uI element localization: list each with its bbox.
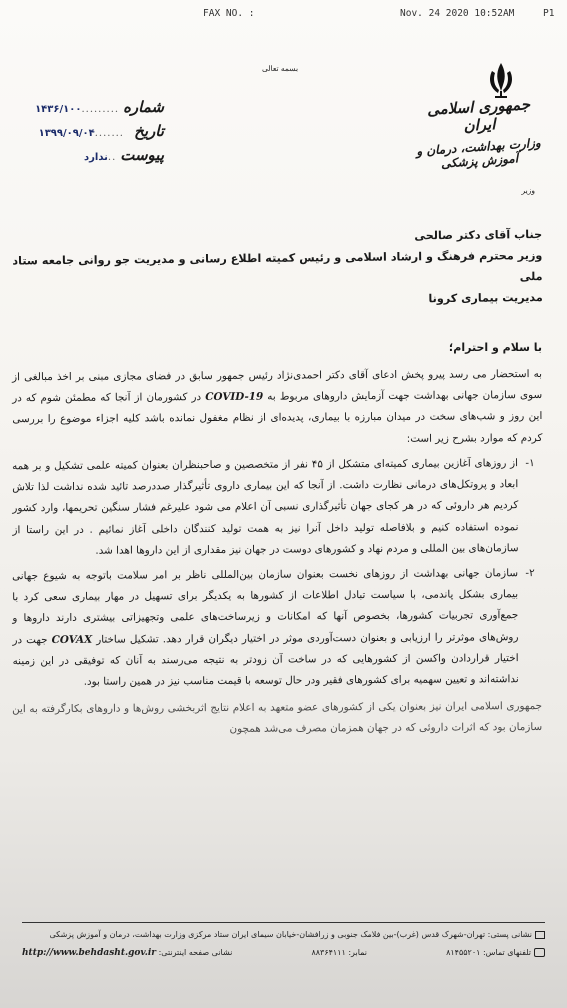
fax-page-number: P1 <box>543 8 555 19</box>
footer-address <box>22 928 545 942</box>
fax-number-label: FAX NO. : <box>203 8 255 19</box>
website-label: نشانی صفحه اینترنتی: <box>158 948 233 957</box>
attachment-row <box>14 146 164 170</box>
letter-meta <box>14 98 164 170</box>
recipient-block <box>12 224 543 314</box>
phone-icon <box>534 948 545 957</box>
list-item <box>12 453 543 562</box>
footer <box>22 928 545 960</box>
item-text: از روزهای آغازین بیماری کمیته‌ای متشکل از ۴۵ نفر از متخصصین و صاحبنظران بعنوان کمیته علمی تشکیل و بر همه ابعاد و پروتکل‌های درمانی نظارت داشت. از آنجا که این بیماری داروی تأثیرگذار صددرصد تائید شده نداشت لذا تلاش کردیم هر داروئی که در هر کجای جهان تأثیرگذاری نسبی آن اعلام می شود علیرغم فشار سنگین تحریمها، وارد کشور نموده استفاده کنیم و بلافاصله تولید داخل آنرا نیز به همت تولید کنندگان داخلی آغاز نمائیم . در این راستا از سازمان‌های بین المللی و مردم نهاد و کشورهای دوست در جهان نیز مقداری از این داروها اهدا شد. <box>12 456 519 557</box>
invocation-text: بسمه تعالی <box>262 64 299 73</box>
item-number: ۲- <box>525 566 535 579</box>
number-row <box>14 98 164 122</box>
dots-separator: ....... <box>94 128 124 139</box>
fax-header <box>0 8 567 24</box>
dots-separator: .. <box>107 152 117 163</box>
recipient-title-cont: مدیریت بیماری کرونا <box>428 290 543 306</box>
salutation: با سلام و احترام؛ <box>448 341 542 354</box>
closing-paragraph: جمهوری اسلامی ایران نیز بعنوان یکی از کشورهای عضو متعهد به اعلام نتایج اثربخشی روش‌ها و داروهای بکارگرفته به این سازمان بود که اثرات داروئی که در جهان همزمان مصرف می‌شد همچون <box>12 700 543 736</box>
list-item <box>12 563 543 693</box>
country-name: جمهوری اسلامی ایران <box>426 95 531 135</box>
date-label: تاریخ <box>134 122 164 140</box>
item2-text-2: جهت در اختیار قراردادن واکسن از کشورهایی که در ساخت آن زودتر به نتیجه می‌رسند به آنان که توفیقی در این زمینه نداشته‌اند و تعیین سهمیه برای کشورهای فقیر ودر حال توسعه با قیمت مناسب نیز در همین راستا بود. <box>12 633 519 688</box>
fax-datetime: Nov. 24 2020 10:52AM <box>400 8 515 19</box>
phone-numbers: تلفنهای تماس: ۸۱۴۵۵۲۰۱ <box>446 948 531 957</box>
letter-date: ۱۳۹۹/۰۹/۰۴ <box>38 128 95 139</box>
recipient-name: جناب آقای دکتر صالحی <box>414 227 543 243</box>
intro-paragraph <box>12 364 543 452</box>
footer-divider <box>22 922 545 923</box>
intro-text-2: در کشورمان از آنجا که مطمئن شوم که در این روز و شب‌های سخت در میدان مبارزه با بیماری، پدیده‌ای از نظام مغفول نمانده باشد کلیه اجزاء موضوع را بررسی کردم که موارد بشرح زیر است: <box>12 391 543 445</box>
postal-address: نشانی پستی: تهران-شهرک قدس (غرب)-بین فلامک جنوبی و زرافشان-خیابان سیمای ایران ستاد مرکزی وزارت بهداشت، درمان و آموزش پزشکی <box>49 930 532 939</box>
website-link[interactable]: http://www.behdasht.gov.ir <box>22 948 157 958</box>
fax-number: نمابر: ۸۸۳۶۴۱۱۱ <box>311 948 367 957</box>
dots-separator: ......... <box>81 104 120 115</box>
letter-body <box>12 224 542 738</box>
item-text <box>12 563 519 693</box>
footer-contacts <box>22 946 545 960</box>
ministry-letterhead <box>409 95 549 195</box>
number-label: شماره <box>123 98 164 116</box>
item2-text-1: سازمان جهانی بهداشت از روزهای نخست بعنوان سازمان بین‌المللی ناظر بر امر سلامت باتوجه به شیوع جهانی بیماری بشکل پاندمی، با سیاست تبادل اطلاعات از کشورها به یکدیگر برای تسهیل در مهار بیماری سعی کرد با جمع‌آوری تجربیات کشورها، بخصوص آنها که امکانات و زیرساخت‌های علمی وتجهیزاتی بیشتری دارند داروها و روش‌های موثرتر را ارزیابی و بعنوان دست‌آوردی موثر در اختیار دیگران قرار دهد. تشکیل ساختار <box>12 566 519 646</box>
website-block <box>22 946 232 960</box>
covax-term: COVAX <box>51 633 93 646</box>
attachment-label: پیوست <box>120 146 164 164</box>
attachment-value: ندارد <box>84 152 108 163</box>
date-row <box>14 122 164 146</box>
phone-block <box>446 946 545 960</box>
iran-emblem-icon <box>484 60 518 100</box>
envelope-icon <box>535 931 545 939</box>
intro-text-1: به استحضار می رسد پیرو پخش ادعای آقای دکتر احمدی‌نژاد رئیس جمهور سابق در فضای مجازی مبنی بر اخذ مبالغی از سوی سازمان جهانی بهداشت جهت آزمایش داروهای مربوط به <box>12 367 543 403</box>
ministry-unit: وزیر <box>521 186 535 195</box>
recipient-title: وزیر محترم فرهنگ و ارشاد اسلامی و رئیس کمیته اطلاع رسانی و مدیریت جو روانی جامعه ستاد ملی <box>12 248 543 284</box>
ministry-name: وزارت بهداشت، درمان و آموزش پزشکی <box>415 135 542 171</box>
letter-number: ۱۴۳۶/۱۰۰ <box>35 104 82 115</box>
covid-term: COVID-19 <box>205 390 264 404</box>
item-number: ۱- <box>525 456 535 469</box>
